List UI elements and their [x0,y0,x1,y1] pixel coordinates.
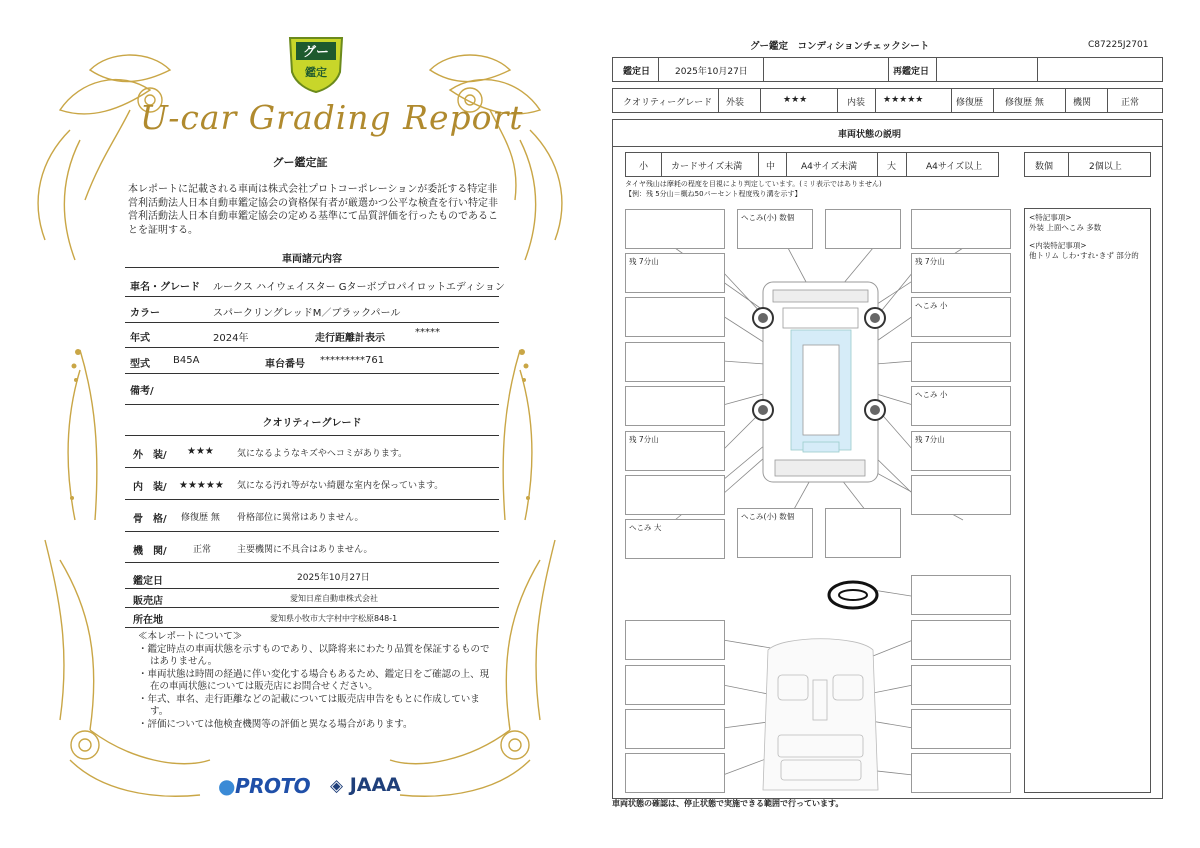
damage-box [911,475,1011,515]
interior-label: 内装 [847,98,866,108]
cell-divider [658,58,659,81]
top-center-damage-label: へこみ(小) 数個 [741,213,795,222]
proto-mark-icon: ● [218,774,235,798]
spec-row-color [125,297,499,323]
spec-section-heading: 車両諸元内容 [282,254,342,265]
remarks-box [1024,208,1151,793]
right-mid-damage-label: へこみ 小 [915,301,948,310]
note-item: ・評価については他検査機関等の評価と異なる場合があります。 [138,718,413,730]
cell-divider [1107,89,1108,112]
damage-box [911,753,1011,793]
cell-divider [936,58,937,81]
name-label: 車名・グレード [130,282,200,293]
damage-box [625,709,725,749]
spec-row-name [125,268,505,297]
badge-brand: グー [302,45,330,60]
damage-box [911,575,1011,615]
grade-label: 外 装/ [133,450,167,461]
date-row [612,57,1163,82]
damage-box [625,620,725,660]
cell-divider [718,89,719,112]
cell-divider [760,89,761,112]
grade-row-frame [125,500,499,532]
damage-box [625,297,725,337]
grade-label: 機 関/ [133,546,167,557]
damage-box [825,209,901,249]
grade-label: 内 装/ [133,482,167,493]
damage-box [625,665,725,705]
spec-row-model [125,348,499,374]
jaaa-mark-icon: ◈ [330,776,344,796]
color-label: カラー [130,308,160,319]
date-label: 鑑定日 [623,67,651,77]
tire-note-example: 【例：残 5分山＝概ね50パーセント程度残り溝を示す】 [625,190,802,198]
damage-box [911,297,1011,337]
grade-desc: 気になる汚れ等がない綺麗な室内を保っています。 [237,481,444,491]
model-value: B45A [173,355,200,366]
condition-section-title: 車両状態の説明 [838,130,902,140]
damage-box [911,386,1011,426]
grade-desc: 主要機関に不具合はありません。 [237,545,373,555]
tire-front-right-label: 残 7分山 [915,257,945,266]
special-notes-value: 外装 上面へこみ 多数 [1029,223,1102,232]
mileage-value: ***** [415,327,440,338]
legend-medium-label: 中 [766,162,776,172]
report-script-title: U-car Grading Report [140,98,524,137]
damage-box [911,253,1011,293]
legend-count-label: 数個 [1035,162,1054,172]
damage-box [737,209,813,249]
legend-medium-value: A4サイズ未満 [801,162,858,172]
color-value: スパークリングレッドM／ブラックパール [213,308,401,319]
note-item: ・車両状態は時間の経過に伴い変化する場合もあるため、鑑定日をご確認の上、現在の車両状態については販売店にお問合せください。 [138,668,490,692]
steering-wheel-icon [829,582,877,608]
bottom-center-damage-label: へこみ(小) 数個 [741,512,795,521]
damage-box [911,665,1011,705]
spec-row-remarks [125,374,499,405]
grade-desc: 気になるようなキズやヘコミがあります。 [237,449,408,459]
tire-rear-right-label: 残 7分山 [915,435,945,444]
cell-divider [763,58,764,81]
certificate-statement: 本レポートに記載される車両は株式会社プロトコーポレーションが委託する特定非営利活動法人日本自動車鑑定協会の資格保有者が厳選かつ公平な検査を行い特定非営利活動法人日本自動車鑑定協会の定める基準にて品質評価を行ったものであることを証明する。 [128,184,498,236]
condition-check-sheet [600,0,1200,848]
proto-logo-text: PROTO [234,774,311,798]
info-row-shop [125,589,499,608]
damage-box [625,431,725,471]
interior-notes-heading: <内装特記事項> [1029,241,1087,250]
engine-label: 機関 [1073,98,1092,108]
damage-box [625,753,725,793]
info-row-date [125,566,499,589]
tire-note: タイヤ残山は摩耗の程度を目視により判定しています。(ミリ表示ではありません) [625,180,882,188]
damage-box [625,475,725,515]
address-label: 所在地 [133,615,163,626]
cell-divider [1068,153,1069,176]
goo-appraisal-badge-icon [286,32,346,94]
grade-label: 骨 格/ [133,514,167,525]
grade-row-engine [125,532,499,563]
grade-value: 正常 [193,545,212,555]
appraisal-date-value: 2025年10月27日 [297,573,370,583]
legend-small-value: カードサイズ未満 [671,162,743,172]
notes-heading: ≪本レポートについて≫ [138,631,243,642]
report-notes [138,631,498,731]
appraisal-date-label: 鑑定日 [133,576,163,587]
legend-large-value: A4サイズ以上 [926,162,983,172]
sheet-footer-note: 車両状態の確認は、停止状態で実施できる範囲で行っています。 [612,799,844,808]
interior-value: ★★★★★ [883,95,924,105]
damage-box [625,342,725,382]
jaaa-logo [330,774,401,796]
damage-box [625,209,725,249]
cell-divider [993,89,994,112]
damage-box [911,209,1011,249]
cell-divider [837,89,838,112]
car-top-view-icon [753,282,885,482]
grade-value: ★★★★★ [179,480,224,491]
address-value: 愛知県小牧市大字村中字松原848-1 [270,614,398,623]
grade-summary-row [612,88,1163,113]
grade-row-interior [125,468,499,500]
damage-box [911,709,1011,749]
cell-divider [888,58,889,81]
interior-notes-value: 他トリム しわ･すれ･きず 部分的 [1029,251,1139,260]
repair-value: 修復歴 無 [1005,98,1044,108]
damage-box [911,431,1011,471]
chassis-label: 車台番号 [265,359,305,370]
damage-box [625,519,725,559]
legend-count-value: 2個以上 [1089,162,1122,172]
year-label: 年式 [130,333,150,344]
grade-desc: 骨格部位に異常はありません。 [237,513,364,523]
shop-value: 愛知日産自動車株式会社 [290,594,378,603]
tire-front-left-label: 残 7分山 [629,257,659,266]
note-item: ・年式、車名、走行距離などの記載については販売店申告をもとに作成しています。 [138,693,480,717]
damage-box [737,508,813,558]
cell-divider [951,89,952,112]
shop-label: 販売店 [133,596,163,607]
badge-label: 鑑定 [305,66,327,79]
damage-box [911,620,1011,660]
reappraisal-date-label: 再鑑定日 [893,67,930,77]
left-bottom-damage-label: へこみ 大 [629,523,662,532]
engine-value: 正常 [1121,98,1140,108]
special-notes-heading: <特記事項> [1029,213,1072,222]
proto-logo [218,774,310,798]
exterior-label: 外装 [726,98,745,108]
sheet-code: C87225J2701 [1088,40,1149,50]
grade-value: ★★★ [187,446,214,457]
info-row-address [125,608,499,628]
model-label: 型式 [130,359,150,370]
grade-value: 修復歴 無 [181,513,220,523]
quality-grade-label: クオリティーグレード [623,98,713,108]
right-mid-damage-label-2: へこみ 小 [915,390,948,399]
cell-divider [875,89,876,112]
note-item: ・鑑定時点の車両状態を示すものであり、以降将来にわたり品質を保証するものではありません。 [138,643,490,667]
mileage-label: 走行距離計表示 [315,333,385,344]
year-value: 2024年 [213,333,249,344]
date-value: 2025年10月27日 [675,67,748,77]
repair-label: 修復歴 [956,98,984,108]
tire-rear-left-label: 残 7分山 [629,435,659,444]
damage-box [625,386,725,426]
damage-box [825,508,901,558]
exterior-value: ★★★ [783,95,808,105]
grade-row-exterior [125,436,499,468]
legend-small-label: 小 [639,162,649,172]
count-legend [1024,152,1151,177]
jaaa-logo-text: JAAA [349,774,401,796]
name-value: ルークス ハイウェイスター Gターボプロパイロットエディション [213,282,505,293]
damage-box [625,253,725,293]
remarks-label: 備考/ [130,386,154,397]
damage-box [911,342,1011,382]
sheet-title: グー鑑定 コンディションチェックシート [750,41,930,52]
chassis-value: *********761 [320,355,385,366]
cell-divider [1065,89,1066,112]
spec-row-year [125,323,499,348]
certificate-title: グー鑑定証 [272,156,328,169]
vehicle-condition-panel [612,119,1163,799]
car-interior-view-icon [763,639,878,790]
grade-section-heading: クオリティーグレード [262,418,362,429]
cell-divider [1037,58,1038,81]
legend-large-label: 大 [887,162,897,172]
